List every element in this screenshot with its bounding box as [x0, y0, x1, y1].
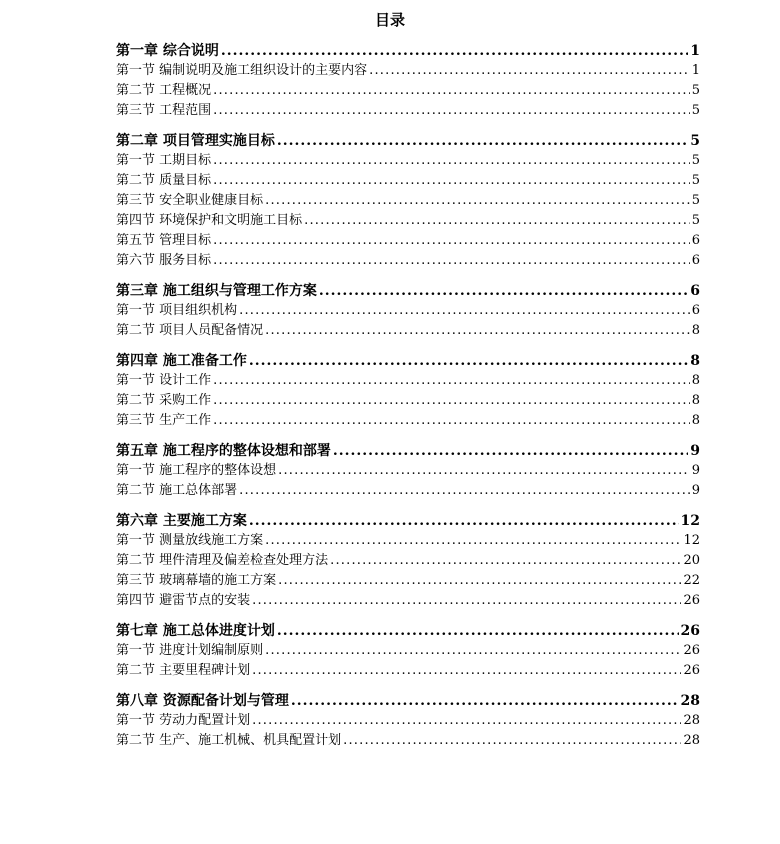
section-title: 第一节 施工程序的整体设想: [116, 463, 277, 478]
leader-dots: [252, 661, 681, 681]
leader-dots: [252, 591, 681, 611]
section-title: 第三节 玻璃幕墙的施工方案: [116, 573, 277, 588]
chapter-title: 第一章 综合说明: [116, 43, 219, 59]
section-page-number: 6: [691, 303, 700, 318]
leader-dots: [343, 731, 681, 751]
chapter-title: 第五章 施工程序的整体设想和部署: [116, 443, 331, 459]
toc-section-entry[interactable]: [116, 411, 700, 431]
leader-dots: [369, 61, 690, 81]
leader-dots: [265, 191, 690, 211]
toc-section-entry[interactable]: [116, 551, 700, 571]
toc-section-entry[interactable]: [116, 231, 700, 251]
chapter-page-number: 8: [690, 353, 700, 369]
toc-section-entry[interactable]: [116, 641, 700, 661]
section-page-number: 8: [691, 373, 700, 388]
section-title: 第一节 工期目标: [116, 153, 212, 168]
section-page-number: 5: [691, 173, 700, 188]
section-title: 第三节 安全职业健康目标: [116, 193, 264, 208]
section-title: 第二节 工程概况: [116, 83, 212, 98]
section-page-number: 26: [683, 593, 700, 608]
section-title: 第一节 设计工作: [116, 373, 212, 388]
section-page-number: 5: [691, 103, 700, 118]
section-title: 第三节 生产工作: [116, 413, 212, 428]
section-title: 第一节 编制说明及施工组织设计的主要内容: [116, 63, 368, 78]
leader-dots: [333, 441, 688, 461]
section-page-number: 12: [683, 533, 700, 548]
chapter-page-number: 26: [680, 623, 700, 639]
section-title: 第二节 施工总体部署: [116, 483, 238, 498]
section-page-number: 28: [683, 733, 700, 748]
leader-dots: [213, 391, 690, 411]
section-title: 第四节 环境保护和文明施工目标: [116, 213, 303, 228]
leader-dots: [213, 101, 690, 121]
section-page-number: 6: [691, 253, 700, 268]
toc-section-entry[interactable]: [116, 661, 700, 681]
leader-dots: [277, 621, 679, 641]
chapter-title: 第八章 资源配备计划与管理: [116, 693, 289, 709]
section-page-number: 8: [691, 393, 700, 408]
section-page-number: 6: [691, 233, 700, 248]
section-page-number: 26: [683, 643, 700, 658]
toc-chapter-entry[interactable]: [116, 621, 700, 641]
leader-dots: [213, 231, 690, 251]
section-page-number: 5: [691, 153, 700, 168]
section-page-number: 20: [683, 553, 700, 568]
leader-dots: [239, 301, 690, 321]
section-title: 第二节 质量目标: [116, 173, 212, 188]
toc-section-entry[interactable]: [116, 211, 700, 231]
toc-section-entry[interactable]: [116, 591, 700, 611]
toc-section-entry[interactable]: [116, 461, 700, 481]
leader-dots: [213, 151, 690, 171]
table-of-contents: [116, 41, 700, 751]
section-page-number: 9: [691, 463, 700, 478]
section-page-number: 9: [691, 483, 700, 498]
chapter-page-number: 28: [680, 693, 700, 709]
leader-dots: [249, 351, 688, 371]
leader-dots: [213, 371, 690, 391]
toc-chapter-entry[interactable]: [116, 691, 700, 711]
section-page-number: 1: [691, 63, 700, 78]
leader-dots: [278, 571, 681, 591]
chapter-page-number: 6: [690, 283, 700, 299]
leader-dots: [277, 131, 688, 151]
leader-dots: [319, 281, 688, 301]
toc-chapter-entry[interactable]: [116, 351, 700, 371]
section-title: 第五节 管理目标: [116, 233, 212, 248]
toc-chapter-entry[interactable]: [116, 511, 700, 531]
toc-section-entry[interactable]: [116, 371, 700, 391]
toc-section-entry[interactable]: [116, 81, 700, 101]
toc-section-entry[interactable]: [116, 711, 700, 731]
chapter-page-number: 9: [690, 443, 700, 459]
toc-chapter-entry[interactable]: [116, 131, 700, 151]
leader-dots: [265, 321, 690, 341]
leader-dots: [265, 641, 681, 661]
section-title: 第一节 进度计划编制原则: [116, 643, 264, 658]
leader-dots: [265, 531, 681, 551]
toc-section-entry[interactable]: [116, 151, 700, 171]
chapter-page-number: 12: [680, 513, 700, 529]
toc-section-entry[interactable]: [116, 531, 700, 551]
leader-dots: [221, 41, 688, 61]
section-title: 第二节 生产、施工机械、机具配置计划: [116, 733, 342, 748]
section-title: 第三节 工程范围: [116, 103, 212, 118]
leader-dots: [213, 251, 690, 271]
section-title: 第一节 项目组织机构: [116, 303, 238, 318]
leader-dots: [330, 551, 681, 571]
leader-dots: [213, 81, 690, 101]
leader-dots: [213, 171, 690, 191]
toc-section-entry[interactable]: [116, 571, 700, 591]
leader-dots: [213, 411, 690, 431]
section-page-number: 28: [683, 713, 700, 728]
section-title: 第二节 埋件清理及偏差检查处理方法: [116, 553, 329, 568]
section-page-number: 5: [691, 213, 700, 228]
section-title: 第一节 测量放线施工方案: [116, 533, 264, 548]
leader-dots: [278, 461, 690, 481]
toc-section-entry[interactable]: [116, 61, 700, 81]
leader-dots: [252, 711, 681, 731]
section-page-number: 8: [691, 413, 700, 428]
leader-dots: [249, 511, 679, 531]
chapter-title: 第三章 施工组织与管理工作方案: [116, 283, 317, 299]
section-page-number: 26: [683, 663, 700, 678]
section-title: 第二节 项目人员配备情况: [116, 323, 264, 338]
chapter-page-number: 1: [690, 43, 700, 59]
toc-section-entry[interactable]: [116, 321, 700, 341]
toc-title: 目录: [374, 11, 405, 29]
section-title: 第六节 服务目标: [116, 253, 212, 268]
toc-section-entry[interactable]: [116, 191, 700, 211]
section-page-number: 5: [691, 83, 700, 98]
toc-section-entry[interactable]: [116, 481, 700, 501]
section-title: 第二节 主要里程碑计划: [116, 663, 251, 678]
toc-section-entry[interactable]: [116, 731, 700, 751]
chapter-title: 第七章 施工总体进度计划: [116, 623, 275, 639]
toc-chapter-entry[interactable]: [116, 281, 700, 301]
chapter-title: 第六章 主要施工方案: [116, 513, 247, 529]
section-page-number: 22: [683, 573, 700, 588]
leader-dots: [304, 211, 690, 231]
chapter-page-number: 5: [690, 133, 700, 149]
toc-chapter-entry[interactable]: [116, 41, 700, 61]
section-title: 第四节 避雷节点的安装: [116, 593, 251, 608]
toc-section-entry[interactable]: [116, 251, 700, 271]
toc-chapter-entry[interactable]: [116, 441, 700, 461]
chapter-title: 第四章 施工准备工作: [116, 353, 247, 369]
section-title: 第二节 采购工作: [116, 393, 212, 408]
leader-dots: [239, 481, 690, 501]
toc-section-entry[interactable]: [116, 301, 700, 321]
section-title: 第一节 劳动力配置计划: [116, 713, 251, 728]
chapter-title: 第二章 项目管理实施目标: [116, 133, 275, 149]
toc-section-entry[interactable]: [116, 391, 700, 411]
section-page-number: 8: [691, 323, 700, 338]
toc-section-entry[interactable]: [116, 101, 700, 121]
toc-section-entry[interactable]: [116, 171, 700, 191]
leader-dots: [291, 691, 679, 711]
section-page-number: 5: [691, 193, 700, 208]
